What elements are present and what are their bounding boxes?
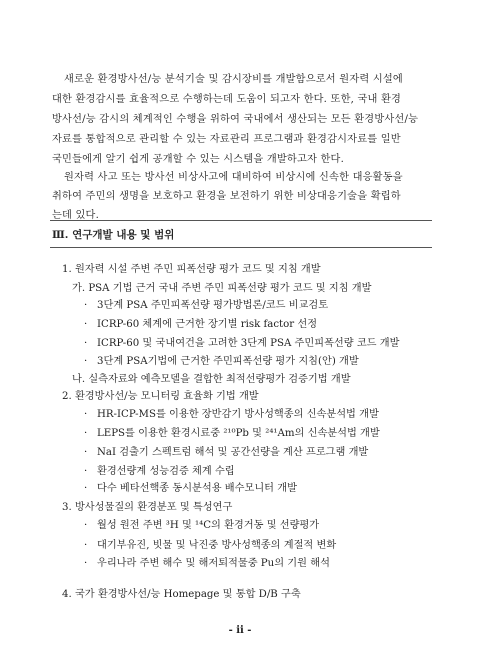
list-subheading: [72, 373, 351, 387]
list-item-text: ICRP-60 체계에 근거한 장기별 risk factor 선정: [97, 319, 318, 330]
text-line: 자료를 통합적으로 관리할 수 있는 자료관리 프로그램과 환경감시자료를 일반: [52, 134, 401, 145]
text-line: 취하여 주민의 생명을 보호하고 환경을 보전하기 위한 비상대응기술을 확립하: [52, 191, 401, 202]
list-item-text: HR-ICP-MS를 이용한 장반감기 방사성핵종의 신속분석법 개발: [97, 409, 379, 420]
intro-paragraph-2: [52, 168, 432, 225]
list-item-text: 2. 환경방사선/능 모니터링 효율화 기법 개발: [62, 391, 259, 402]
bullet-icon: ·: [84, 558, 88, 569]
bullet-icon: ·: [84, 466, 88, 477]
list-heading: [62, 588, 301, 602]
list-item-text: 다수 베타선핵종 동시분석용 배수모니터 개발: [97, 483, 297, 494]
bullet-icon: ·: [84, 300, 88, 311]
list-bullet-item: [84, 337, 399, 351]
list-item-text: 1. 원자력 시설 주변 주민 피폭선량 평가 코드 및 지침 개발: [62, 264, 321, 275]
list-item-text: 3단계 PSA 주민피폭선량 평가방법론/코드 비교검토: [97, 300, 329, 311]
list-bullet-item: [84, 465, 235, 479]
list-heading: [62, 390, 259, 404]
list-bullet-item: [84, 557, 330, 571]
list-item-text: NaI 검출기 스펙트럼 해석 및 공간선량을 계산 프로그램 개발: [97, 447, 369, 458]
list-item-text: ICRP-60 및 국내여건을 고려한 3단계 PSA 주민피폭선량 코드 개발: [97, 338, 400, 349]
bullet-icon: ·: [84, 447, 88, 458]
list-item-text: 4. 국가 환경방사선/능 Homepage 및 통합 D/B 구축: [62, 589, 301, 600]
bullet-icon: ·: [84, 483, 88, 494]
divider-top: [50, 220, 432, 221]
bullet-icon: ·: [84, 319, 88, 330]
text-line: 새로운 환경방사선/능 분석기술 및 감시장비를 개발함으로서 원자력 시설에: [64, 74, 403, 85]
list-item-text: 3. 방사성물질의 환경분포 및 특성연구: [62, 502, 233, 513]
list-item-text: 우리나라 주변 해수 및 해저퇴적물중 Pu의 기원 해석: [97, 558, 330, 569]
bullet-icon: ·: [84, 520, 88, 531]
list-item-text: 월성 원전 주변 ³H 및 ¹⁴C의 환경거동 및 선량평가: [97, 520, 320, 531]
list-subheading: [72, 282, 371, 296]
list-item-text: 환경선량계 성능검증 체계 수립: [97, 466, 235, 477]
list-item-text: 3단계 PSA기법에 근거한 주민피폭선량 평가 지침(안) 개발: [97, 356, 359, 367]
bullet-icon: ·: [84, 338, 88, 349]
list-heading: [62, 263, 321, 277]
list-item-text: 대기부유진, 빗물 및 낙진중 방사성핵종의 계절적 변화: [97, 540, 337, 551]
text-line: 대한 환경감시를 효율적으로 수행하는데 도움이 되고자 한다. 또한, 국내 환경: [52, 94, 402, 105]
page-number: - ii -: [228, 625, 252, 636]
text-line: 는데 있다.: [52, 210, 100, 221]
text-line: 원자력 사고 또는 방사선 비상사고에 대비하여 비상시에 신속한 대응활동을: [64, 172, 403, 183]
text-line: 국민들에게 알기 쉽게 공개할 수 있는 시스템을 개발하고자 한다.: [52, 154, 345, 165]
list-item-text: LEPS를 이용한 환경시료중 ²¹⁰Pb 및 ²⁴¹Am의 신속분석법 개발: [97, 428, 380, 439]
bullet-icon: ·: [84, 356, 88, 367]
list-bullet-item: [84, 519, 319, 533]
list-bullet-item: [84, 539, 336, 553]
list-bullet-item: [84, 408, 379, 422]
list-bullet-item: [84, 482, 297, 496]
list-bullet-item: [84, 446, 368, 460]
list-item-text: 가. PSA 기법 근거 국내 주변 주민 피폭선량 평가 코드 및 지침 개발: [72, 283, 372, 294]
bullet-icon: ·: [84, 409, 88, 420]
divider-bottom: [50, 247, 432, 248]
list-bullet-item: [84, 299, 328, 313]
list-heading: [62, 501, 232, 515]
bullet-icon: ·: [84, 540, 88, 551]
list-item-text: 나. 실측자료와 예측모델을 결합한 최적선량평가 검증기법 개발: [72, 374, 351, 385]
list-bullet-item: [84, 318, 317, 332]
text-line: 방사선/능 감시의 체계적인 수행을 위하여 국내에서 생산되는 모든 환경방사선/능: [52, 114, 419, 125]
list-bullet-item: [84, 427, 380, 441]
list-bullet-item: [84, 355, 359, 369]
section-title: Ⅲ. 연구개발 내용 및 범위: [52, 229, 175, 241]
bullet-icon: ·: [84, 428, 88, 439]
intro-paragraph-1: [52, 70, 432, 170]
